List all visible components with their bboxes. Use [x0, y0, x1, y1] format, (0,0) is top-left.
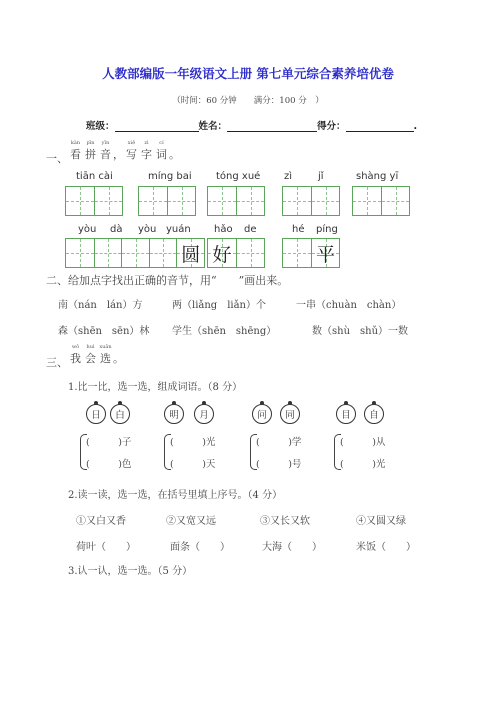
pinyin-ji: jǐ	[318, 171, 324, 182]
pinyin-tongxue: tóng xué	[216, 171, 261, 182]
class-blank[interactable]	[115, 121, 199, 132]
pinyin-mingbai: míng bai	[148, 171, 192, 182]
writing-grid-haode[interactable]	[207, 238, 265, 268]
score-blank[interactable]	[346, 121, 414, 132]
option-4: ④又圆又绿	[356, 516, 406, 527]
pron-item-sen[interactable]: 森（shēn sēn）林	[58, 326, 150, 337]
circle-char-zi: 自	[364, 404, 384, 424]
q3-instruction: 3.认一认，选一选。（5 分）	[68, 566, 193, 577]
writing-grid-shangyi[interactable]	[352, 186, 410, 216]
writing-grid-heping[interactable]	[282, 238, 340, 268]
pron-item-sheng[interactable]: 学生（shēn shēng）	[172, 326, 277, 337]
pinyin-de: de	[244, 224, 257, 235]
writing-grid-youdayouyuan[interactable]	[65, 238, 205, 268]
name-blank[interactable]	[227, 121, 317, 132]
option-3: ③又长又软	[260, 516, 310, 527]
pinyin-shangyi: shàng yī	[356, 171, 399, 182]
fill-blank-tian[interactable]: ( )天	[170, 459, 216, 470]
pinyin-hao: hǎo	[214, 224, 233, 235]
page-title: 人教部编版一年级语文上册 第七单元综合素养培优卷	[102, 66, 394, 81]
pron-item-nan[interactable]: 南（nán lán）方	[58, 300, 143, 311]
pinyin-yuan: yuán	[166, 224, 191, 235]
given-char-ping: 平	[315, 243, 335, 266]
section3-number: 三、	[46, 356, 68, 369]
pinyin-ping: píng	[316, 224, 338, 235]
pron-item-shu[interactable]: 数（shù shǔ）一数	[312, 326, 409, 337]
name-label: 姓名：	[198, 121, 228, 132]
student-info-line	[86, 118, 417, 132]
fill-blank-hao[interactable]: ( )号	[256, 459, 302, 470]
given-char-yuan: 圆	[181, 243, 201, 266]
pron-item-chuan[interactable]: 一串（chuàn chàn）	[296, 300, 402, 311]
class-label: 班级：	[86, 121, 115, 132]
pinyin-zi: zì	[284, 171, 293, 182]
writing-grid-mingbai[interactable]	[138, 186, 196, 216]
pron-item-liang[interactable]: 两（liǎng liǎn）个	[172, 300, 266, 311]
pinyin-da: dà	[110, 224, 123, 235]
circle-char-bai: 白	[110, 404, 130, 424]
writing-grid-tongxue[interactable]	[207, 186, 265, 216]
pinyin-you-2: yòu	[138, 224, 157, 235]
pinyin-you-1: yòu	[78, 224, 97, 235]
blank-miantiao[interactable]: 面条（ ）	[170, 542, 230, 553]
blank-heye[interactable]: 荷叶（ ）	[76, 542, 136, 553]
writing-grid-tiancai[interactable]	[65, 186, 123, 216]
score-label: 得分：	[317, 121, 346, 132]
circle-char-mu: 目	[336, 404, 356, 424]
option-2: ②又宽又远	[166, 516, 216, 527]
blank-mifan[interactable]: 米饭（ ）	[356, 542, 416, 553]
circle-char-wen: 问	[252, 404, 272, 424]
section1-heading: kàn 看 pīn 拼 yīn 音 ， xiě 写 zì 字 cí 词 。	[70, 140, 180, 161]
section2-heading: 二、给加点字找出正确的音节，用“ ”画出来。	[46, 274, 289, 287]
fill-blank-zi[interactable]: ( )子	[86, 437, 132, 448]
given-char-hao: 好	[212, 243, 232, 266]
fill-blank-se[interactable]: ( )色	[86, 459, 132, 470]
circle-char-ming: 明	[164, 404, 184, 424]
circle-char-tong: 同	[280, 404, 300, 424]
fill-blank-xue[interactable]: ( )学	[256, 437, 302, 448]
q2-instruction: 2.读一读，选一选，在括号里填上序号。（4 分）	[68, 490, 283, 501]
section3-heading: wǒ 我 huì 会 xuǎn 选 。	[70, 344, 124, 365]
pinyin-tiancai: tiān cài	[76, 171, 113, 182]
pinyin-he: hé	[292, 224, 305, 235]
fill-blank-guang-2[interactable]: ( )光	[340, 459, 386, 470]
fill-blank-guang-1[interactable]: ( )光	[170, 437, 216, 448]
option-1: ①又白又香	[76, 516, 126, 527]
end-mark: .	[413, 121, 418, 132]
q1-instruction: 1.比一比，选一选，组成词语。（8 分）	[68, 382, 243, 393]
section1-number: 一、	[46, 152, 68, 165]
writing-grid-ziji[interactable]	[282, 186, 340, 216]
circle-char-yue: 月	[194, 404, 214, 424]
page-subtitle: （时间：60 分钟 满分：100 分 ）	[172, 96, 324, 106]
fill-blank-cong[interactable]: ( )从	[340, 437, 386, 448]
circle-char-ri: 日	[86, 404, 106, 424]
blank-dahai[interactable]: 大海（ ）	[262, 542, 322, 553]
